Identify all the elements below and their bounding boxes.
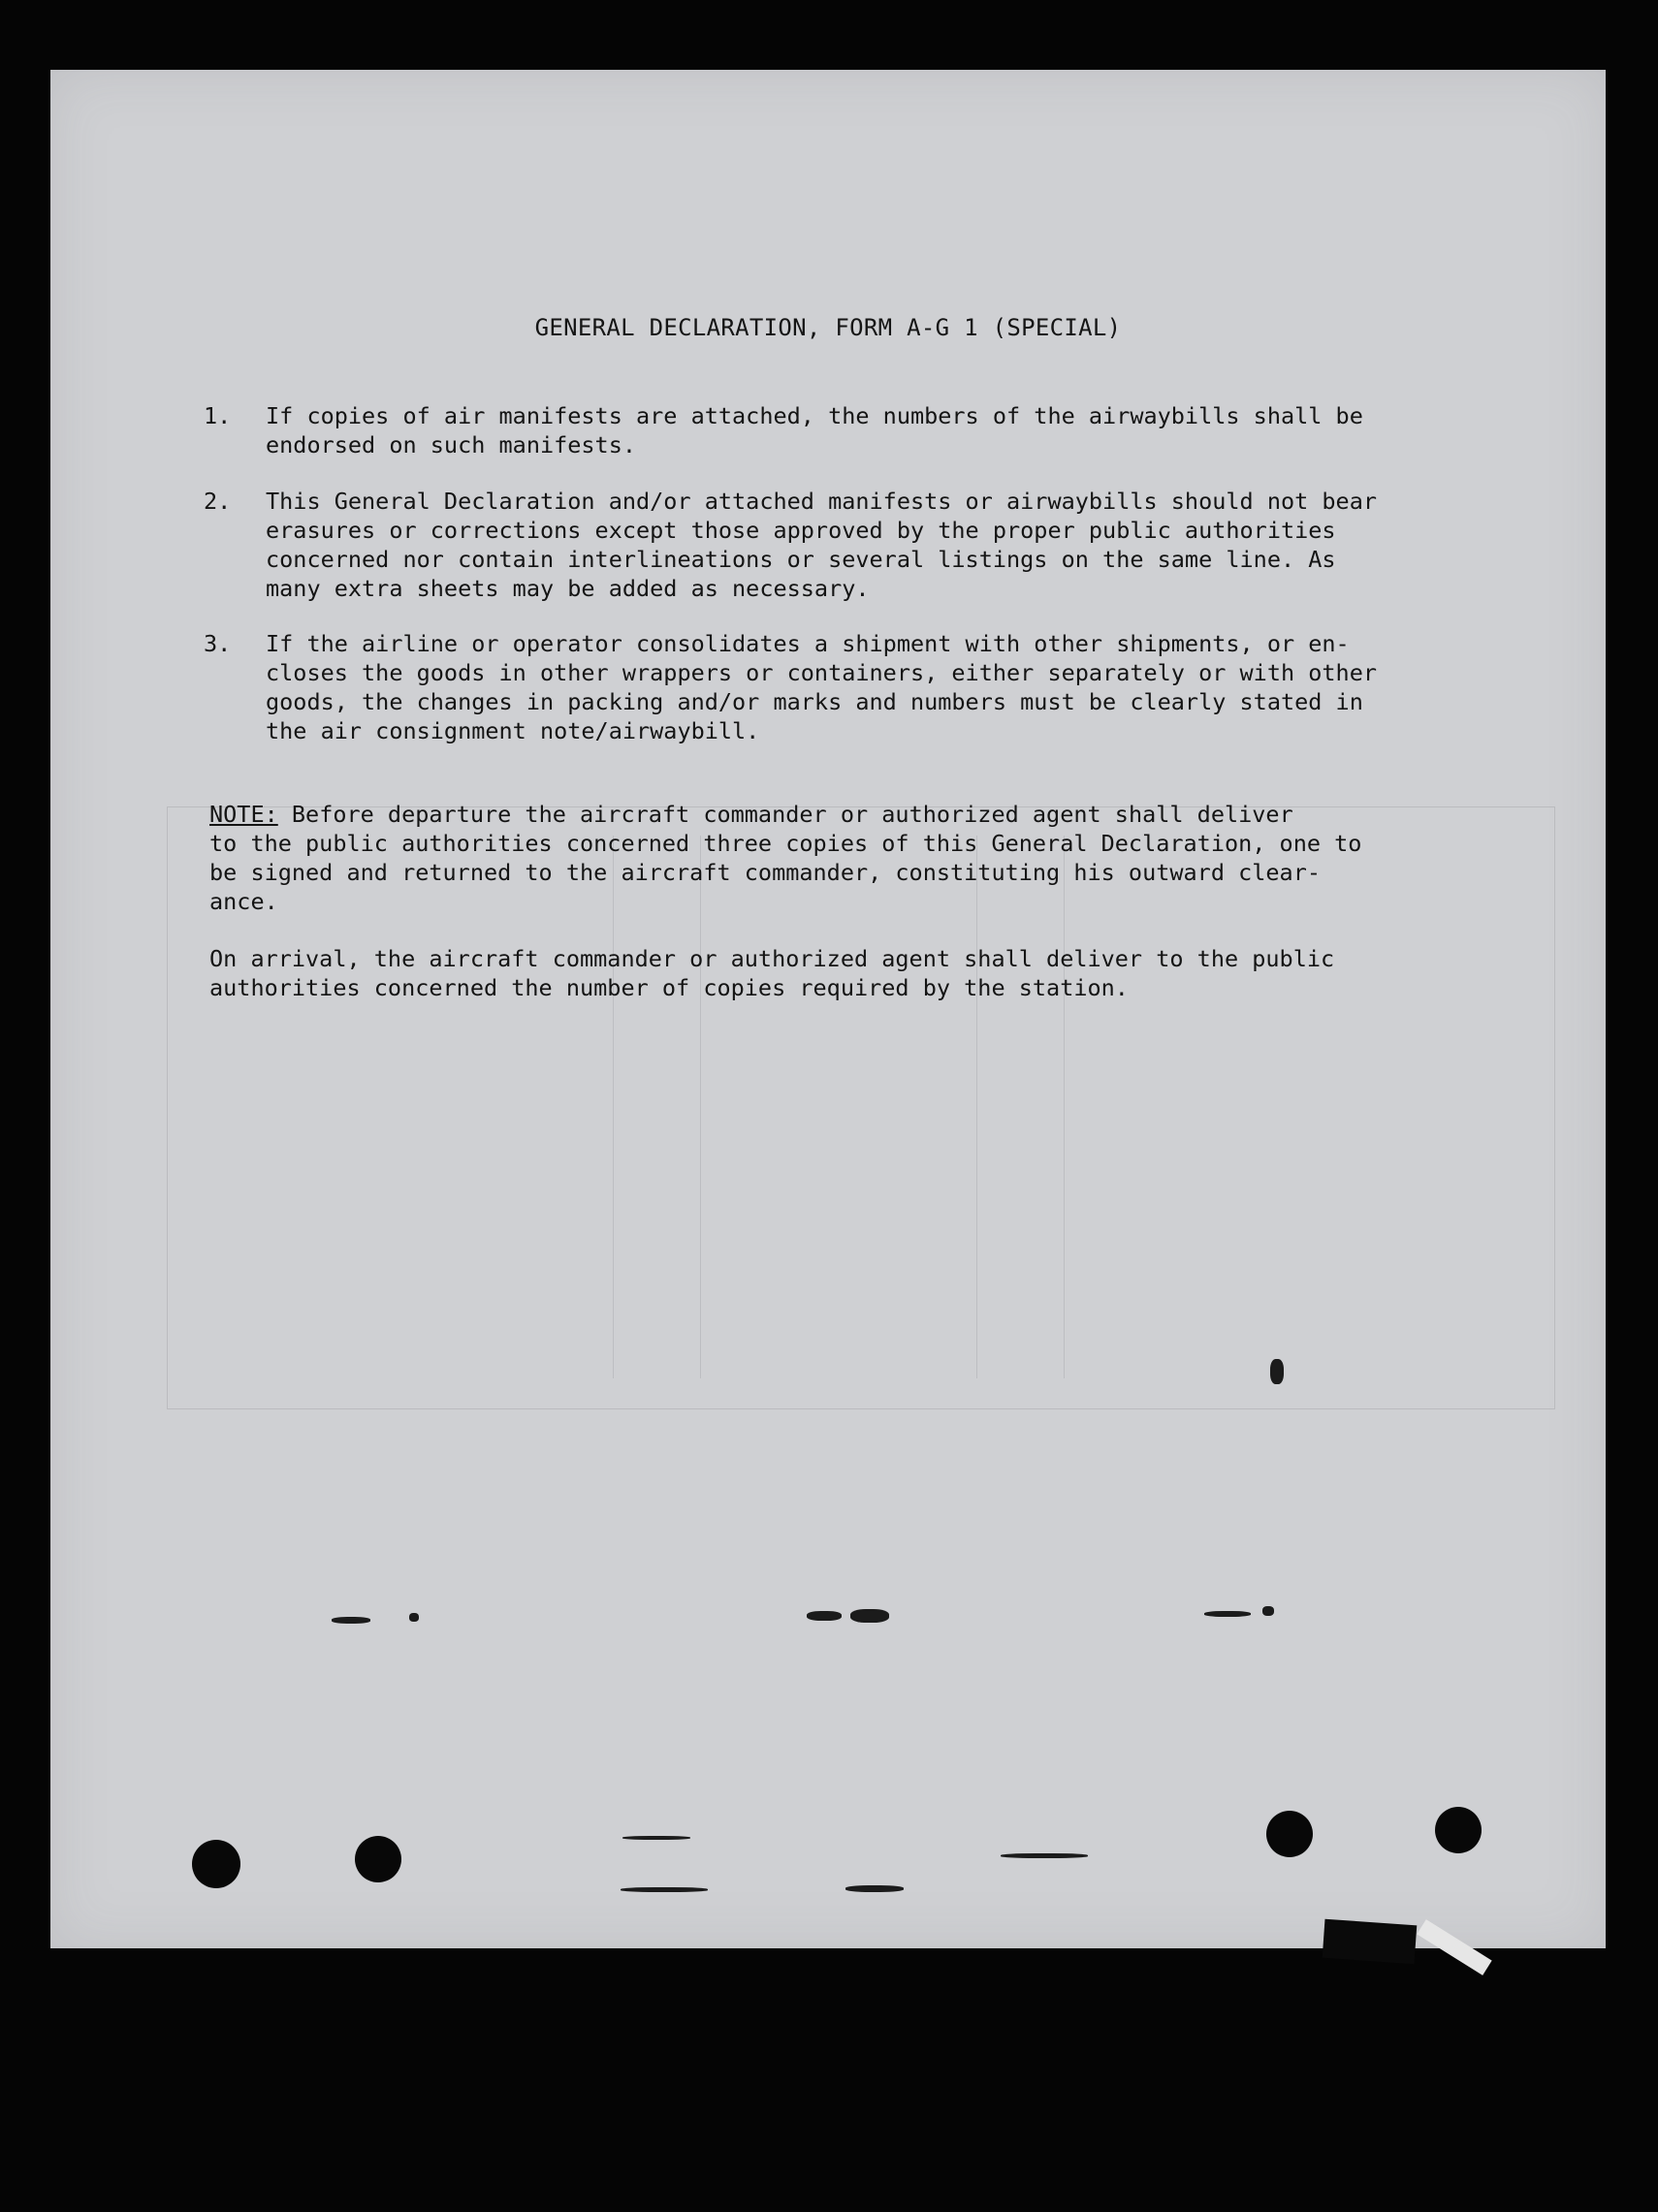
list-item-1: [204, 401, 1542, 459]
punch-hole: [355, 1836, 401, 1882]
list-item-number: 3.: [204, 630, 232, 657]
ink-blot: [850, 1609, 889, 1623]
ink-blot: [621, 1887, 708, 1892]
paper-clip-tab: [1323, 1919, 1418, 1965]
document-page: [50, 70, 1606, 1948]
list-item-text: If copies of air manifests are attached, the numbers of the airwaybills shall be endorsed on such manifests.: [266, 402, 1363, 458]
ink-blot: [807, 1611, 842, 1621]
show-through-rule: [700, 836, 701, 1378]
ink-blot: [1001, 1853, 1088, 1858]
document-title: GENERAL DECLARATION, FORM A-G 1 (SPECIAL): [534, 314, 1122, 341]
list-item-number: 1.: [204, 402, 232, 429]
note-paragraph: [209, 800, 1538, 916]
list-item-number: 2.: [204, 488, 232, 515]
list-item-3: [204, 629, 1542, 745]
show-through-rule: [613, 836, 614, 1378]
ink-blot: [1262, 1606, 1274, 1616]
ink-blot: [1204, 1611, 1251, 1617]
arrival-paragraph: On arrival, the aircraft commander or authorized agent shall deliver to the public authorities concerned the number of copies required by the station.: [209, 945, 1335, 1001]
show-through-rule: [1064, 836, 1065, 1378]
list-item-text: If the airline or operator consolidates a shipment with other shipments, or en- closes the goods in other wrappers or containers, either separately or with other goods, the changes in packing and/or marks and numbers must be clearly stated in the air consignment note/airwaybill.: [266, 630, 1378, 744]
show-through-rule: [976, 836, 977, 1378]
ink-blot: [845, 1885, 904, 1892]
list-item-2: [204, 487, 1542, 603]
punch-hole: [1266, 1811, 1313, 1857]
ink-blot: [409, 1613, 419, 1622]
ink-blot: [332, 1617, 370, 1624]
ink-blot: [1270, 1359, 1284, 1384]
punch-hole: [192, 1840, 240, 1888]
note-label: NOTE:: [209, 801, 278, 828]
list-item-text: This General Declaration and/or attached manifests or airwaybills should not bear erasures or corrections except those approved by the proper public authorities concerned nor contain interlineations or several listings on the same line. As many extra sheets may be added as necessary.: [266, 488, 1378, 602]
punch-hole: [1435, 1807, 1482, 1853]
note-text: Before departure the aircraft commander or authorized agent shall deliver to the public authorities concerned three copies of this General Declaration, one to be signed and returned to the aircraft commander, constituting his outward clear- ance.: [209, 801, 1362, 915]
ink-blot: [622, 1836, 690, 1840]
